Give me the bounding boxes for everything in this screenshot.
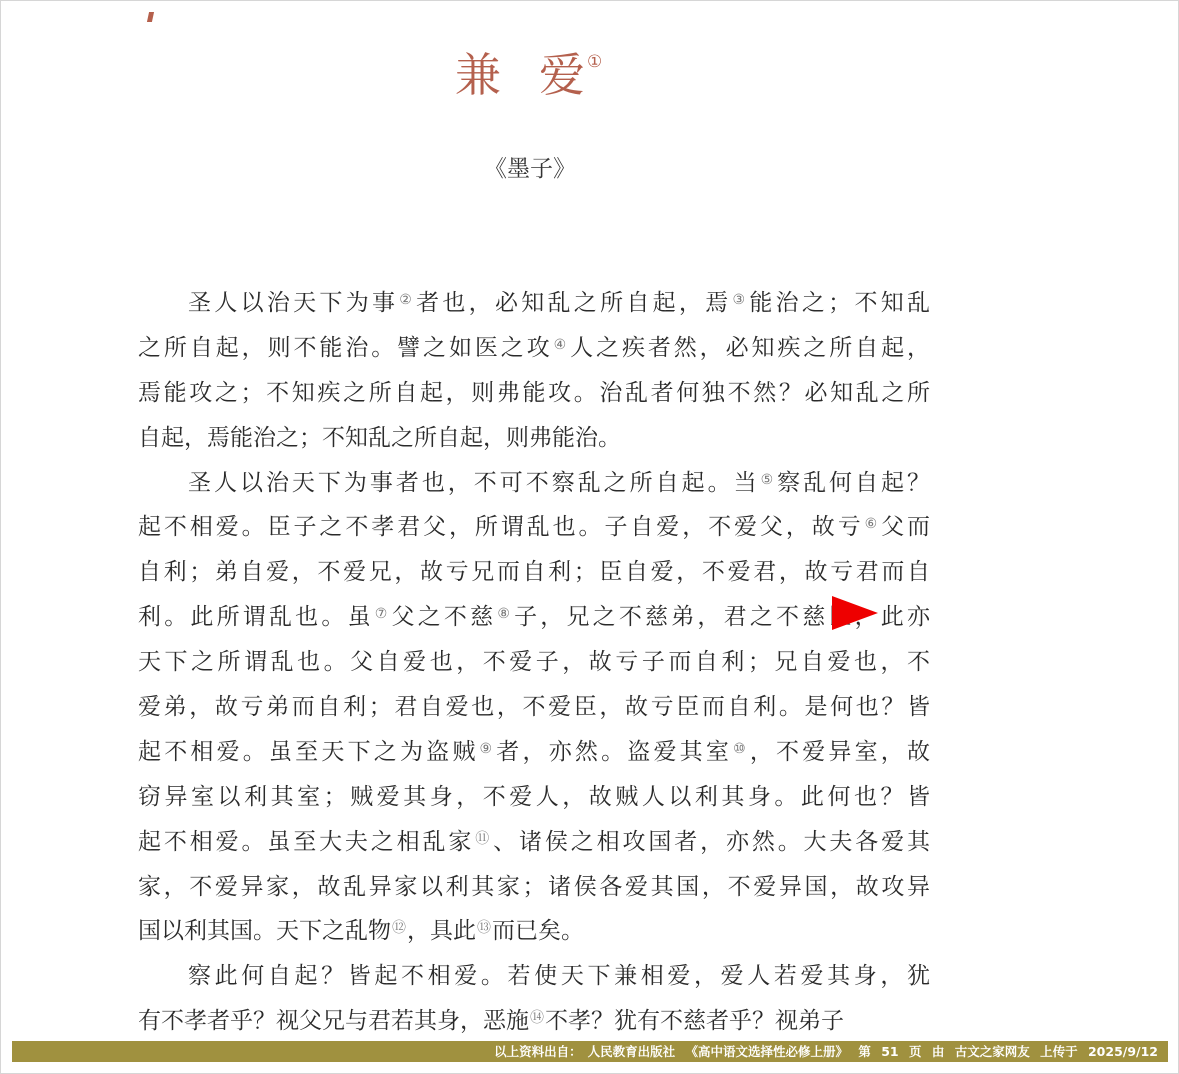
title-char-2: 爱 [539,48,585,102]
footer-uploader: 古文之家网友 [954,1044,1030,1059]
title-char-1: 兼 [455,48,501,102]
text-segment: 、诸侯之相攻国者，亦然。大夫各爱其 [493,828,931,855]
text-segment: 者也，必知乱之所自起，焉 [416,290,732,316]
footer-uploaded: 上传于 [1040,1044,1078,1059]
text-segment: 察此何自起？皆起不相爱。若使天下兼相爱，爱人若爱其身，犹 [188,963,930,990]
red-arrow-icon [832,596,878,630]
text-line [138,685,930,730]
footer-publisher: 人民教育出版社 [587,1044,676,1059]
text-segment: 察乱何自起？ [777,469,930,496]
footnote-marker[interactable]: ⑦ [374,606,391,623]
text-line [138,999,930,1044]
footnote-marker[interactable]: ② [399,292,416,308]
text-segment: 自起，焉能治之；不知乱之所自起，则弗能治。 [138,424,621,451]
article-body [138,281,930,1044]
footnote-marker[interactable]: ⑪ [475,830,493,847]
footnote-marker[interactable]: ⑭ [530,1010,544,1027]
text-line [138,371,930,416]
text-line [138,865,930,910]
text-segment: 起不相爱。臣子之不孝君父，所谓乱也。子自爱，不爱父，故亏 [138,514,864,541]
text-segment: 者，亦然。盗爱其室 [496,738,733,765]
footnote-marker[interactable]: ⑩ [733,740,749,757]
footer-book: 《高中语文选择性必修上册》 [685,1044,848,1059]
text-segment: 焉能攻之；不知疾之所自起，则弗能攻。治乱者何独不然？必知乱之所 [138,379,930,406]
footnote-marker[interactable]: ⑥ [864,516,881,533]
text-line [138,461,930,506]
text-segment: 起不相爱。虽至大夫之相乱家 [138,828,475,855]
text-segment: 人之疾者然，必知疾之所自起， [570,334,930,361]
footer-page-label-post: 页 [908,1044,922,1059]
title-footnote-marker[interactable]: ① [587,52,603,72]
page-title [455,48,603,102]
footer-prefix: 以上资料出自： [494,1044,582,1059]
footnote-marker[interactable]: ⑬ [477,920,491,937]
text-segment: 父而 [881,514,930,541]
text-segment: 窃异室以利其室；贼爱其身，不爱人，故贼人以利其身。此何也？皆 [138,783,930,810]
footnote-marker[interactable]: ⑧ [497,606,514,623]
text-line [138,640,930,685]
footer-page-label-pre: 第 [858,1044,871,1059]
text-line [138,595,930,640]
text-segment: 圣人以治天下为事 [188,290,399,316]
text-segment: 圣人以治天下为事者也，不可不察乱之所自起。当 [188,469,760,496]
text-segment: ，不爱异室，故 [749,738,930,765]
text-segment: ，具此 [407,918,476,945]
text-line [138,730,930,775]
text-segment: 国以利其国。天下之乱物 [138,918,391,945]
source-attribution: 《墨子》 [484,156,576,182]
footnote-marker[interactable]: ④ [553,336,570,353]
text-segment: 能治之；不知乱 [749,290,930,316]
text-line [138,820,930,865]
text-segment: 不孝？犹有不慈者乎？视弟子 [545,1008,844,1035]
text-line [138,281,930,326]
text-segment: 而已矣。 [492,918,584,945]
text-segment: 家，不爱异家，故乱异家以利其家；诸侯各爱其国，不爱异国，故攻异 [138,873,930,900]
footer-date: 2025/9/12 [1087,1044,1158,1059]
text-segment: 爱弟，故亏弟而自利；君自爱也，不爱臣，故亏臣而自利。是何也？皆 [138,694,930,721]
footnote-marker[interactable]: ⑫ [392,920,406,937]
text-line [138,416,930,461]
text-line [138,909,930,954]
text-line [138,775,930,820]
footnote-marker[interactable]: ⑨ [479,740,496,757]
text-segment: 起不相爱。虽至天下之为盗贼 [138,738,479,765]
text-segment: 父之不慈 [391,604,497,631]
text-segment: 利。此所谓乱也。虽 [138,604,374,631]
text-line [138,505,930,550]
footnote-marker[interactable]: ⑤ [760,471,777,488]
text-segment: 子，兄之不慈弟，君之不慈臣，此亦 [514,604,931,631]
text-segment: 天下之所谓乱也。父自爱也，不爱子，故亏子而自利；兄自爱也，不 [138,649,930,676]
text-segment: 之所自起，则不能治。譬之如医之攻 [138,334,553,361]
text-line [138,326,930,371]
footnote-marker[interactable]: ③ [732,292,749,308]
text-segment: 有不孝者乎？视父兄与君若其身，恶施 [138,1008,529,1035]
source-footer [12,1041,1168,1062]
footer-page-number: 51 [881,1044,899,1059]
text-line [138,550,930,595]
footer-by: 由 [931,1044,945,1059]
text-line [138,954,930,999]
text-segment: 自利；弟自爱，不爱兄，故亏兄而自利；臣自爱，不爱君，故亏君而自 [138,559,930,586]
